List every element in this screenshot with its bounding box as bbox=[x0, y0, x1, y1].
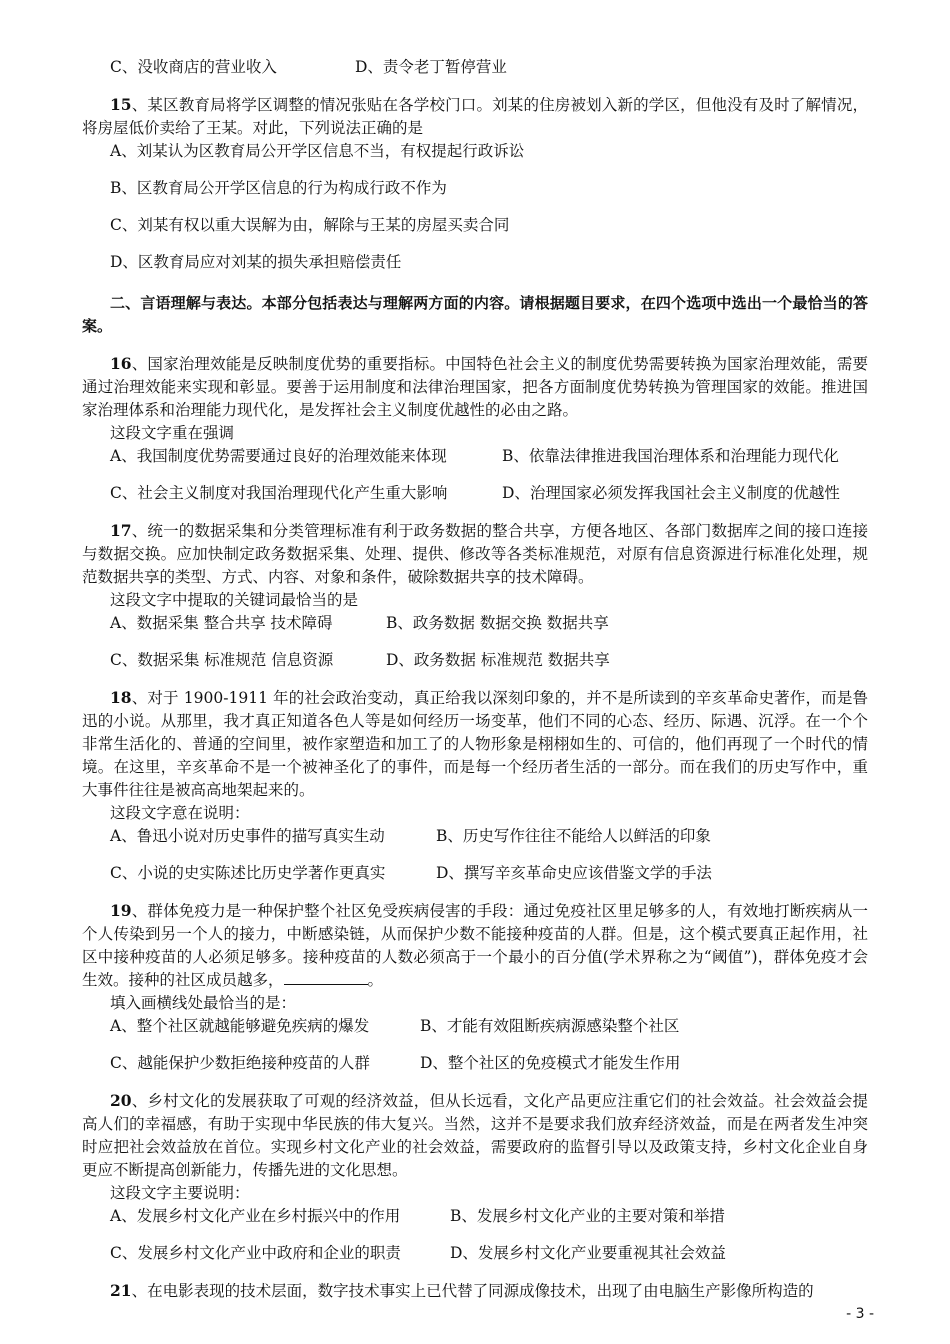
q19-stem-text: 、群体免疫力是一种保护整个社区免受疾病侵害的手段：通过免疫社区里足够多的人，有效地打断疾病从一个人传染到另一个人的接力，中断感染链，从而保护少数不能接种疫苗的人群。但是，这个模式要真正起作用，社区中接种疫苗的人必须足够多。接种疫苗的人数必须高于一个最小的百分值(学术界称之为“阈值”)，群体免疫才会生效。接种的社区成员越多， bbox=[82, 902, 868, 989]
q16-question: 这段文字重在强调 bbox=[110, 424, 235, 442]
q15-option-a[interactable]: A、刘某认为区教育局公开学区信息不当，有权提起行政诉讼 bbox=[110, 142, 525, 160]
q20-option-a[interactable]: A、发展乡村文化产业在乡村振兴中的作用 bbox=[110, 1207, 401, 1225]
q17-option-a[interactable]: A、数据采集 整合共享 技术障碍 bbox=[110, 614, 333, 632]
q16-options-cd bbox=[82, 482, 868, 505]
q19-option-d[interactable]: D、整个社区的免疫模式才能发生作用 bbox=[420, 1054, 681, 1072]
q14-option-c[interactable]: C、没收商店的营业收入 bbox=[110, 58, 277, 76]
q15-option-b[interactable]: B、区教育局公开学区信息的行为构成行政不作为 bbox=[110, 179, 447, 197]
q18-question: 这段文字意在说明： bbox=[110, 804, 250, 822]
q19-option-c[interactable]: C、越能保护少数拒绝接种疫苗的人群 bbox=[110, 1054, 370, 1072]
section-2-heading: 二、言语理解与表达。本部分包括表达与理解两方面的内容。请根据题目要求，在四个选项中选出一个最恰当的答案。 bbox=[82, 294, 868, 335]
q20-stem bbox=[82, 1089, 868, 1182]
q19-options-ab bbox=[82, 1015, 868, 1038]
q20-options-ab bbox=[82, 1205, 868, 1228]
q15-number: 15 bbox=[110, 95, 132, 114]
q18-option-d[interactable]: D、撰写辛亥革命史应该借鉴文学的手法 bbox=[436, 864, 712, 882]
q15-option-d[interactable]: D、区教育局应对刘某的损失承担赔偿责任 bbox=[110, 253, 402, 271]
q17-option-c[interactable]: C、数据采集 标准规范 信息资源 bbox=[110, 651, 334, 669]
q18-stem bbox=[82, 686, 868, 802]
q17-number: 17 bbox=[110, 521, 132, 540]
q16-options-ab bbox=[82, 445, 868, 468]
q18-options-cd bbox=[82, 862, 868, 885]
q18-options-ab bbox=[82, 825, 868, 848]
q15-option-c[interactable]: C、刘某有权以重大误解为由，解除与王某的房屋买卖合同 bbox=[110, 216, 510, 234]
q16-option-a[interactable]: A、我国制度优势需要通过良好的治理效能来体现 bbox=[110, 447, 447, 465]
q18-number: 18 bbox=[110, 688, 132, 707]
q19-stem bbox=[82, 899, 868, 992]
q14-options-cd bbox=[82, 56, 868, 79]
q18-option-c[interactable]: C、小说的史实陈述比历史学著作更真实 bbox=[110, 864, 386, 882]
q17-question: 这段文字中提取的关键词最恰当的是 bbox=[110, 591, 359, 609]
q21-stem-text: 、在电影表现的技术层面，数字技术事实上已代替了同源成像技术，出现了由电脑生产影像所构造的 bbox=[131, 1282, 814, 1300]
q19-question: 填入画横线处最恰当的是： bbox=[110, 994, 297, 1012]
q20-question: 这段文字主要说明： bbox=[110, 1184, 250, 1202]
q16-option-c[interactable]: C、社会主义制度对我国治理现代化产生重大影响 bbox=[110, 484, 448, 502]
q19-stem-end: 。 bbox=[367, 971, 384, 989]
q17-options-ab bbox=[82, 612, 868, 635]
q19-option-b[interactable]: B、才能有效阻断疾病源感染整个社区 bbox=[420, 1017, 680, 1035]
q17-option-b[interactable]: B、政务数据 数据交换 数据共享 bbox=[386, 614, 609, 632]
q19-option-a[interactable]: A、整个社区就越能够避免疾病的爆发 bbox=[110, 1017, 370, 1035]
q20-number: 20 bbox=[110, 1091, 132, 1110]
q17-options-cd bbox=[82, 649, 868, 672]
q19-options-cd bbox=[82, 1052, 868, 1075]
fill-in-blank[interactable] bbox=[284, 970, 368, 985]
q17-option-d[interactable]: D、政务数据 标准规范 数据共享 bbox=[386, 651, 610, 669]
q16-stem-text: 、国家治理效能是反映制度优势的重要指标。中国特色社会主义的制度优势需要转换为国家治理效能，需要通过治理效能来实现和彰显。要善于运用制度和法律治理国家，把各方面制度优势转换为管理国家的效能。推进国家治理体系和治理能力现代化，是发挥社会主义制度优越性的必由之路。 bbox=[82, 355, 868, 419]
q16-number: 16 bbox=[110, 354, 132, 373]
q21-stem bbox=[82, 1279, 868, 1303]
q18-option-a[interactable]: A、鲁迅小说对历史事件的描写真实生动 bbox=[110, 827, 385, 845]
q15-stem-text: 、某区教育局将学区调整的情况张贴在各学校门口。刘某的住房被划入新的学区，但他没有及时了解情况，将房屋低价卖给了王某。对此，下列说法正确的是 bbox=[82, 96, 868, 137]
q14-option-d[interactable]: D、责令老丁暂停营业 bbox=[355, 58, 507, 76]
q16-stem bbox=[82, 352, 868, 422]
q21-number: 21 bbox=[110, 1281, 132, 1300]
q20-option-b[interactable]: B、发展乡村文化产业的主要对策和举措 bbox=[450, 1207, 725, 1225]
q20-options-cd bbox=[82, 1242, 868, 1265]
q20-option-d[interactable]: D、发展乡村文化产业要重视其社会效益 bbox=[450, 1244, 726, 1262]
q17-stem bbox=[82, 519, 868, 589]
q18-option-b[interactable]: B、历史写作往往不能给人以鲜活的印象 bbox=[436, 827, 711, 845]
document-page bbox=[82, 56, 868, 1303]
q16-option-b[interactable]: B、依靠法律推进我国治理体系和治理能力现代化 bbox=[502, 447, 839, 465]
q16-option-d[interactable]: D、治理国家必须发挥我国社会主义制度的优越性 bbox=[502, 484, 840, 502]
q17-stem-text: 、统一的数据采集和分类管理标准有利于政务数据的整合共享，方便各地区、各部门数据库之间的接口连接与数据交换。应加快制定政务数据采集、处理、提供、修改等各类标准规范，对原有信息资源进行标准化处理，规范数据共享的类型、方式、内容、对象和条件，破除数据共享的技术障碍。 bbox=[82, 522, 868, 586]
q20-option-c[interactable]: C、发展乡村文化产业中政府和企业的职责 bbox=[110, 1244, 401, 1262]
q19-number: 19 bbox=[110, 901, 132, 920]
q15-stem bbox=[82, 93, 868, 140]
q18-stem-text: 、对于 1900-1911 年的社会政治变动，真正给我以深刻印象的，并不是所读到的辛亥革命史著作，而是鲁迅的小说。从那里，我才真正知道各色人等是如何经历一场变革，他们不同的心态、经历、际遇、沉浮。在一个个非常生活化的、普通的空间里，被作家塑造和加工了的人物形象是栩栩如生的、可信的，他们再现了一个时代的情境。在这里，辛亥革命不是一个被神圣化了的事件，而是每一个经历者生活的一部分。而在我们的历史写作中，重大事件往往是被高高地架起来的。 bbox=[82, 689, 868, 799]
q20-stem-text: 、乡村文化的发展获取了可观的经济效益，但从长远看，文化产品更应注重它们的社会效益。社会效益会提高人们的幸福感，有助于实现中华民族的伟大复兴。当然，这并不是要求我们放弃经济效益，而是在两者发生冲突时应把社会效益放在首位。实现乡村文化产业的社会效益，需要政府的监督引导以及政策支持，乡村文化企业自身更应不断提高创新能力，传播先进的文化思想。 bbox=[82, 1092, 868, 1179]
page-number: - 3 - bbox=[846, 1306, 874, 1322]
